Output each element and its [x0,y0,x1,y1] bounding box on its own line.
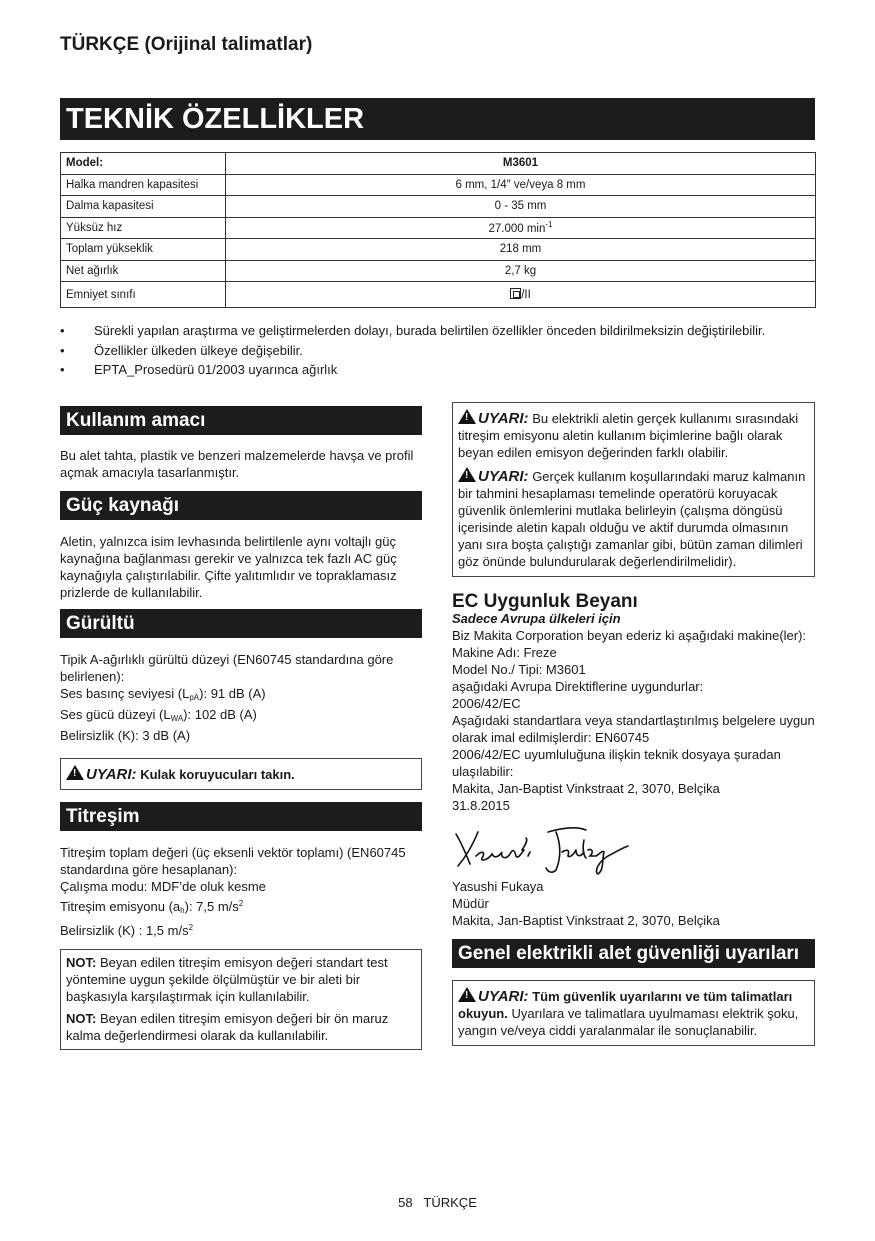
noise-warning-text: Kulak koruyucuları takın. [140,767,295,782]
vibration-text: Titreşim emisyonu (a [60,899,181,914]
page-title: TEKNİK ÖZELLİKLER [60,98,815,140]
spec-row [61,196,816,218]
spec-label: Toplam yükseklik [61,239,226,261]
general-warning-text: Uyarılara ve talimatlara uyulmaması elektrik şoku, yangın ve/veya ciddi yaralanmalar ile sonuçlanabilir. [458,1006,799,1038]
warning-icon [458,409,476,424]
ec-line: Model No./ Tipi: M3601 [452,662,586,677]
spec-table-header [61,153,816,175]
warning-label: UYARI: [478,988,529,1005]
general-warning-bold: Tüm güvenlik uyarılarını ve tüm talimatları okuyun. [458,989,793,1021]
spec-label: Dalma kapasitesi [61,196,226,218]
page-footer [0,1195,875,1210]
vibration-subscript: h [180,906,185,915]
section-title-intended-use: Kullanım amacı [60,406,422,435]
ec-line: aşağıdaki Avrupa Direktiflerine uygundurlar: [452,679,704,694]
right-column [452,402,815,1046]
spec-header-value: M3601 [226,153,816,175]
section-title-power: Güç kaynağı [60,491,422,520]
note-label: NOT: [66,1011,97,1026]
spec-label: Yüksüz hız [61,217,226,239]
warning-icon [458,467,476,482]
ec-line: 2006/42/EC [452,696,521,711]
noise-subscript: WA [170,714,184,723]
vibration-text: Belirsizlik (K) : 1,5 m/s [60,923,189,938]
page-number: 58 [398,1195,413,1210]
ec-line: 2006/42/EC uyumluluğuna ilişkin teknik dosyaya şuradan ulaşılabilir: [452,747,781,779]
spec-value: 0 - 35 mm [226,196,816,218]
left-column [60,406,422,1050]
spec-value-text: 27.000 min [488,223,546,236]
vibration-line [60,919,422,939]
intended-use-text: Bu alet tahta, plastik ve benzeri malzemelerde havşa ve profil açmak amacıyla tasarlanmıştır. [60,448,414,480]
vibration-warning [458,467,809,570]
noise-text: Ses gücü düzeyi (L [60,707,171,722]
spec-table [60,152,816,308]
signer-name: Yasushi Fukaya [452,879,544,894]
vibration-superscript: 2 [238,899,244,908]
spec-value: 6 mm, 1/4″ ve/veya 8 mm [226,174,816,196]
vibration-warning [458,409,809,461]
noise-line: Tipik A-ağırlıklı gürültü düzeyi (EN60745 standardına göre belirlenen): [60,652,394,684]
noise-subscript: pA [189,693,200,702]
vibration-note-box [60,949,422,1050]
ec-subtitle: Sadece Avrupa ülkeleri için [452,611,621,626]
noise-text: Ses basınç seviyesi (L [60,686,190,701]
ec-line: Makine Adı: Freze [452,645,557,660]
ec-line: 31.8.2015 [452,798,510,813]
spec-value [226,282,816,308]
vibration-note [66,954,416,1005]
language-heading: TÜRKÇE (Orijinal talimatlar) [60,34,313,55]
spec-label: Emniyet sınıfı [61,282,226,308]
section-title-noise: Gürültü [60,609,422,638]
spec-value: 218 mm [226,239,816,261]
note-item: • Özellikler ülkeden ülkeye değişebilir. [60,342,820,360]
noise-warning-box [60,758,422,790]
vibration-line [60,895,422,919]
spec-row [61,260,816,282]
noise-line [60,685,422,706]
warning-icon [66,765,84,780]
spec-value [226,217,816,239]
vibration-warning-box [452,402,815,577]
section-title-general-safety: Genel elektrikli alet güvenliği uyarıları [452,939,815,968]
warning-text: Bu elektrikli aletin gerçek kullanımı sırasındaki titreşim emisyonu aletin kullanım biçimlerine bağlı olarak beyan edilen emisyon değerinden farklı olabilir. [458,411,799,460]
ec-line: Makita, Jan-Baptist Vinkstraat 2, 3070, Belçika [452,781,720,796]
spec-row-safety [61,282,816,308]
noise-line [60,706,422,727]
power-text: Aletin, yalnızca isim levhasında belirtilenle aynı voltajlı güç kaynağına bağlanması gerekir ve yalnızca tek fazlı AC güç kaynağıyla çalıştırılabilir. Çifte yalıtımlıdır ve topraklamasız prizlerde de kullanılabilir. [60,534,397,600]
signature-image [452,820,632,878]
section-title-vibration: Titreşim [60,802,422,831]
noise-line: Belirsizlik (K): 3 dB (A) [60,728,191,743]
signer-address: Makita, Jan-Baptist Vinkstraat 2, 3070, Belçika [452,913,720,928]
ec-line: Aşağıdaki standartlara veya standartlaştırılmış belgelere uygun olarak imal edilmişlerdir: EN60745 [452,713,815,745]
spec-header-label: Model: [61,153,226,175]
safety-class-text: /II [521,289,531,301]
warning-text: Gerçek kullanım koşullarındaki maruz kalmanın bir tahmini hesaplaması temelinde operatörü koruyacak güvenlik önlemlerini mutlaka belirleyin (çalışma döngüsü içerisinde aletin kapalı olduğu ve aktif durumda olmasının yanı sıra boşta çalıştığı zamanlar gibi, bütün zaman dilimleri göz önünde bulundurularak değerlendirilmelidir). [458,469,806,569]
ec-title: EC Uygunluk Beyanı [452,591,638,612]
spec-row [61,174,816,196]
spec-label: Halka mandren kapasitesi [61,174,226,196]
footer-language: TÜRKÇE [423,1195,477,1210]
note-label: NOT: [66,955,97,970]
vibration-superscript: 2 [188,923,194,932]
general-warning-box [452,980,815,1046]
warning-label: UYARI: [86,766,137,783]
spec-label: Net ağırlık [61,260,226,282]
vibration-line: Titreşim toplam değeri (üç eksenli vektör toplamı) (EN60745 standardına göre hesaplanan): [60,845,406,877]
ec-line: Biz Makita Corporation beyan ederiz ki aşağıdaki makine(ler): [452,628,807,643]
spec-row [61,217,816,239]
vibration-text: ): 7,5 m/s [184,899,239,914]
spec-value: 2,7 kg [226,260,816,282]
signer-title: Müdür [452,896,489,911]
warning-label: UYARI: [478,468,529,485]
general-warning [458,987,809,1039]
noise-text: ): 91 dB (A) [199,686,266,701]
warning-icon [458,987,476,1002]
note-text: Beyan edilen titreşim emisyon değeri standart test yöntemine uygun şekilde ölçülmüştür ve bir aleti bir başkasıyla karşılaştırmak için kullanılabilir. [66,955,388,1004]
class-ii-icon [510,288,521,299]
note-item: • EPTA_Prosedürü 01/2003 uyarınca ağırlık [60,361,820,379]
note-text: Beyan edilen titreşim emisyon değeri bir ön maruz kalma değerlendirmesi olarak da kullanılabilir. [66,1011,389,1043]
spec-row [61,239,816,261]
spec-value-exponent: -1 [545,220,553,230]
vibration-line: Çalışma modu: MDF’de oluk kesme [60,879,266,894]
spec-notes [60,322,820,381]
noise-text: ): 102 dB (A) [183,707,257,722]
warning-label: UYARI: [478,410,529,427]
vibration-note [66,1010,416,1044]
note-item: • Sürekli yapılan araştırma ve geliştirmelerden dolayı, burada belirtilen özellikler önceden bildirilmeksizin değiştirilebilir. [60,322,820,340]
